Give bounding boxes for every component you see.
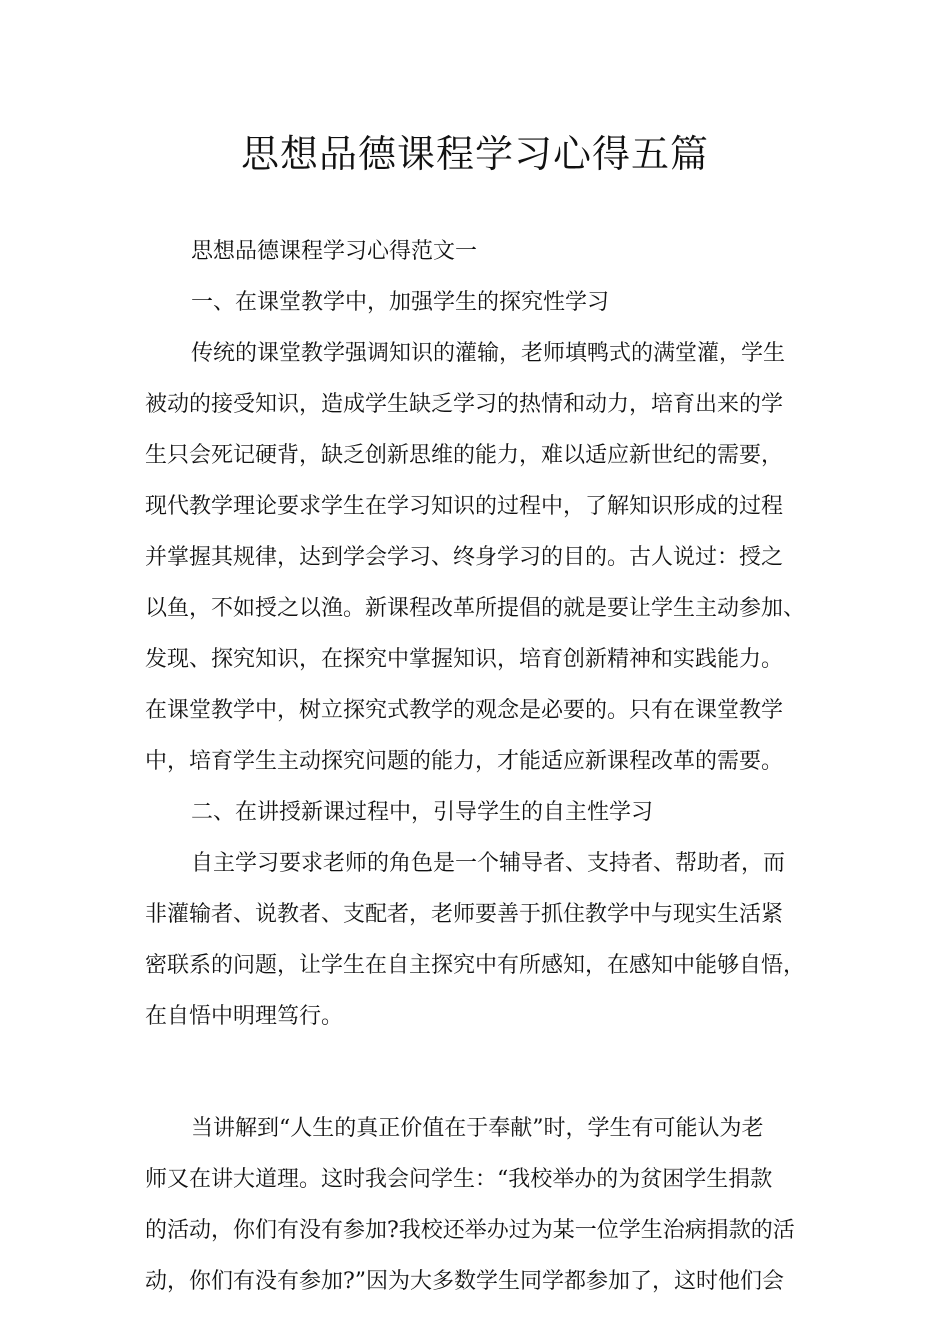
- paragraph-line: 的活动，你们有没有参加?我校还举办过为某一位学生治病捐款的活: [145, 1218, 795, 1243]
- paragraph-line: 生只会死记硬背，缺乏创新思维的能力，难以适应新世纪的需要，: [145, 443, 784, 468]
- paragraph-line: 自主学习要求老师的角色是一个辅导者、支持者、帮助者，而: [191, 851, 786, 876]
- subsection-heading: 一、在课堂教学中，加强学生的探究性学习: [191, 290, 610, 315]
- paragraph-line: 在课堂教学中，树立探究式教学的观念是必要的。只有在课堂教学: [145, 698, 784, 723]
- paragraph-line: 密联系的问题，让学生在自主探究中有所感知，在感知中能够自悟，: [145, 953, 806, 978]
- paragraph-line: 中，培育学生主动探究问题的能力，才能适应新课程改革的需要。: [145, 749, 784, 774]
- paragraph-line: 非灌输者、说教者、支配者，老师要善于抓住教学中与现实生活紧: [145, 902, 784, 927]
- paragraph-line: 并掌握其规律，达到学会学习、终身学习的目的。古人说过：授之: [145, 545, 784, 570]
- paragraph-line: 以鱼，不如授之以渔。新课程改革所提倡的就是要让学生主动参加、: [145, 596, 806, 621]
- paragraph-line: 动，你们有没有参加?”因为大多数学生同学都参加了，这时他们会: [145, 1269, 785, 1294]
- document-title: 思想品德课程学习心得五篇: [240, 132, 709, 176]
- paragraph-line: 当讲解到“人生的真正价值在于奉献”时，学生有可能认为老: [191, 1116, 764, 1141]
- paragraph-line: 被动的接受知识，造成学生缺乏学习的热情和动力，培育出来的学: [145, 392, 784, 417]
- subsection-heading: 二、在讲授新课过程中，引导学生的自主性学习: [191, 800, 654, 825]
- document-body: [145, 226, 813, 1307]
- paragraph-line: 现代教学理论要求学生在学习知识的过程中，了解知识形成的过程: [145, 494, 784, 519]
- paragraph-line: 传统的课堂教学强调知识的灌输，老师填鸭式的满堂灌，学生: [191, 341, 786, 366]
- section-heading: 思想品德课程学习心得范文一: [191, 239, 478, 264]
- paragraph-line: 师又在讲大道理。这时我会问学生：“我校举办的为贫困学生捐款: [145, 1167, 773, 1192]
- paragraph-line: 发现、探究知识，在探究中掌握知识，培育创新精神和实践能力。: [145, 647, 784, 672]
- paragraph-gap: [145, 1042, 813, 1103]
- paragraph-line: 在自悟中明理笃行。: [145, 1004, 344, 1029]
